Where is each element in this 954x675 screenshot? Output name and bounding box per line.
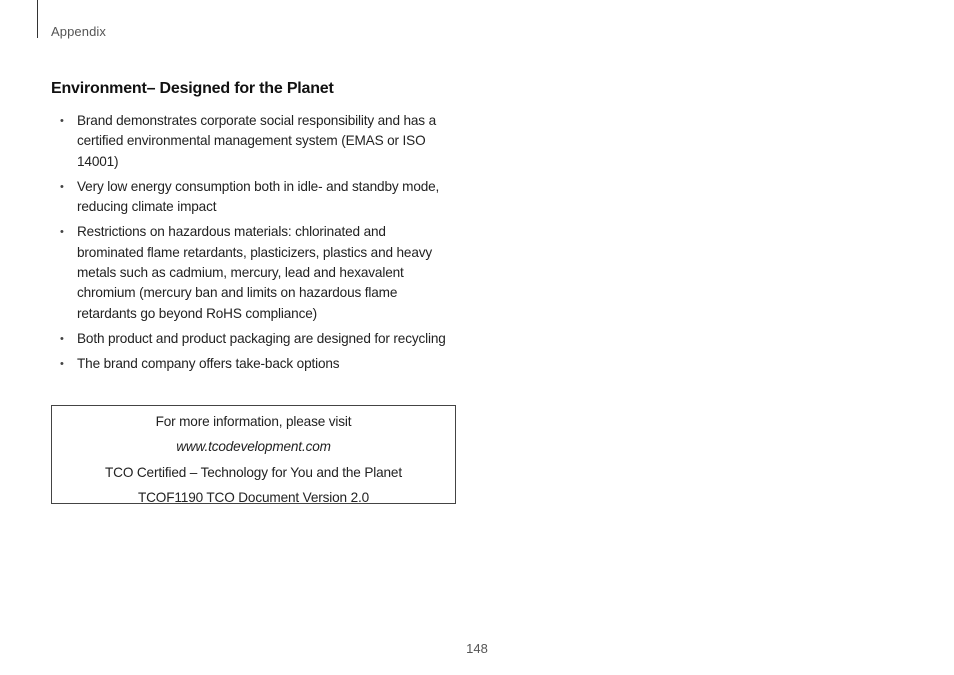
info-line: For more information, please visit [155,414,352,429]
info-box [51,405,456,504]
list-item-text: Both product and product packaging are designed for recycling [77,330,446,346]
section-title: Environment– Designed for the Planet [51,80,334,97]
info-line: TCOF1190 TCO Document Version 2.0 [137,489,370,505]
list-item-text: Brand demonstrates corporate social responsibility and has a certified environmental management system (EMAS or ISO 14001) [77,113,436,169]
bullet-marker: • [60,115,64,127]
bullet-marker: • [60,332,64,345]
header-rule [37,0,38,38]
page-number: 148 [466,641,488,656]
bullet-marker: • [60,226,64,239]
bullet-marker: • [60,180,64,193]
bullet-list [51,111,451,380]
list-item [51,222,451,323]
list-item [51,329,451,349]
info-line: TCO Certified – Technology for You and the Planet [105,464,402,480]
info-url: www.tcodevelopment.com [176,439,331,455]
list-item-text: Very low energy consumption both in idle- and standby mode, reducing climate impact [77,178,440,215]
list-item-text: The brand company offers take-back options [77,356,340,372]
list-item [51,177,451,218]
header-section-label: Appendix [51,24,107,39]
list-item-text: Restrictions on hazardous materials: chlorinated and brominated flame retardants, plasticizers, plastics and heavy metals such as cadmium, mercury, lead and hexavalent chromium (mercury ban and limits on hazardous flame retardants go beyond RoHS compliance) [77,224,433,321]
list-item [51,354,451,374]
bullet-marker: • [60,358,64,371]
list-item [51,111,451,172]
